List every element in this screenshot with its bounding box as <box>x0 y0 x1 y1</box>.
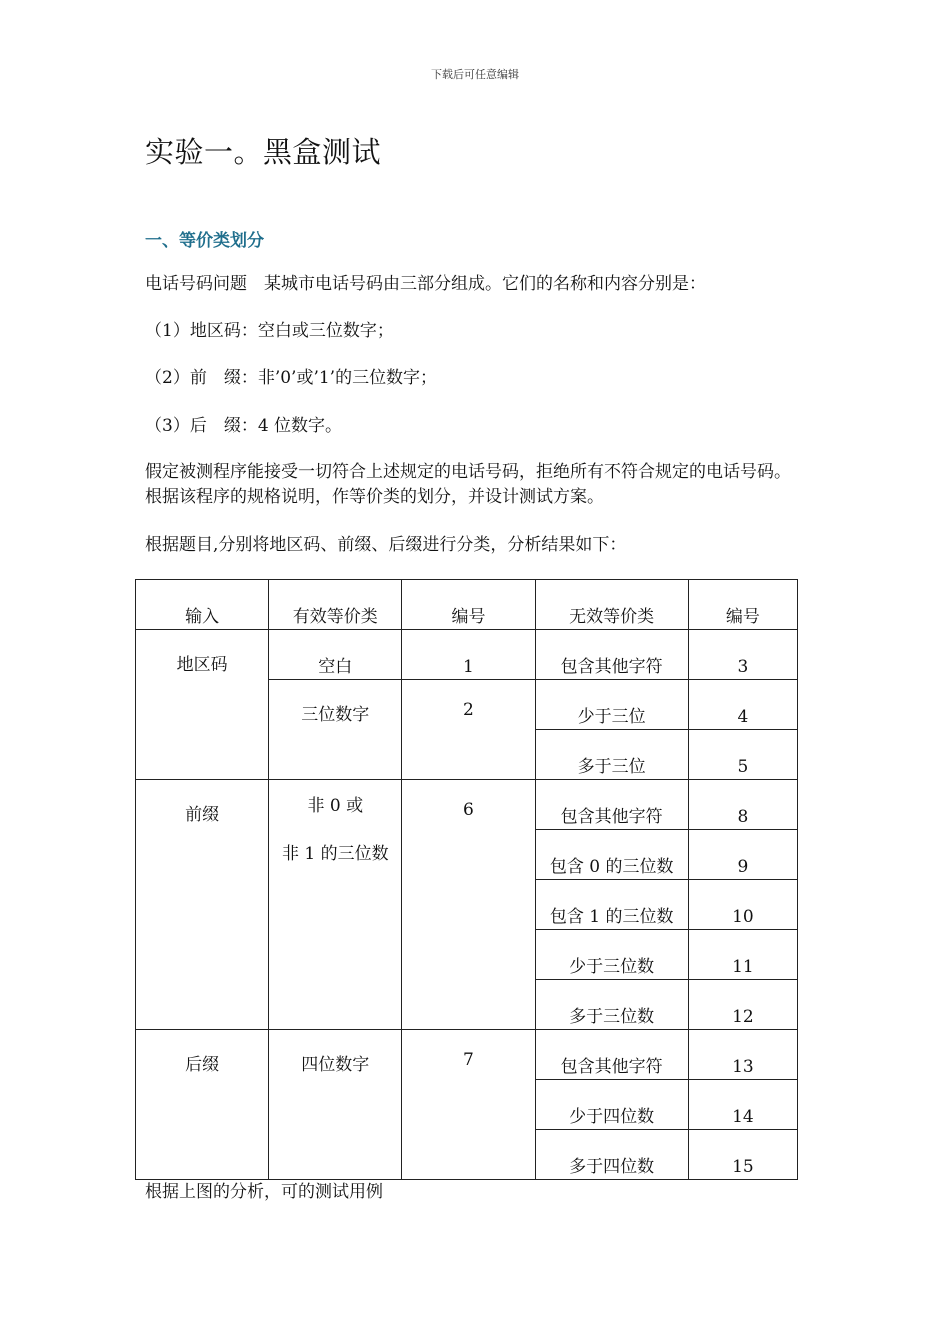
equivalence-class-table <box>135 579 798 1180</box>
section-heading: 一、等价类划分 <box>145 231 264 251</box>
column-header-valid-class: 有效等价类 <box>269 580 402 630</box>
invalid-number-cell: 13 <box>688 1030 797 1080</box>
input-cell-suffix: 后缀 <box>136 1030 269 1180</box>
invalid-number-cell: 12 <box>688 980 797 1030</box>
invalid-number-cell: 8 <box>688 780 797 830</box>
invalid-number-cell: 11 <box>688 930 797 980</box>
list-item-prefix: （2）前 缀：非’0’或’1’的三位数字； <box>145 368 438 388</box>
valid-number-cell: 7 <box>402 1030 535 1180</box>
invalid-class-cell: 少于三位 <box>535 680 688 730</box>
invalid-number-cell: 4 <box>688 680 797 730</box>
valid-class-line: 非 1 的三位数 <box>281 844 389 864</box>
valid-class-cell: 三位数字 <box>269 680 402 780</box>
invalid-class-cell: 包含 0 的三位数 <box>535 830 688 880</box>
page-header-note: 下载后可任意编辑 <box>431 68 519 81</box>
invalid-class-cell: 包含其他字符 <box>535 630 688 680</box>
invalid-class-cell: 多于三位数 <box>535 980 688 1030</box>
column-header-invalid-class: 无效等价类 <box>535 580 688 630</box>
valid-number-cell: 6 <box>402 780 535 1030</box>
table-row <box>136 780 798 830</box>
assumption-paragraph: 假定被测程序能接受一切符合上述规定的电话号码，拒绝所有不符合规定的电话号码。根据该程序的规格说明，作等价类的划分，并设计测试方案。 <box>145 462 791 507</box>
invalid-number-cell: 14 <box>688 1080 797 1130</box>
invalid-number-cell: 9 <box>688 830 797 880</box>
invalid-number-cell: 15 <box>688 1130 797 1180</box>
valid-class-cell: 空白 <box>269 630 402 680</box>
list-item-area-code: （1）地区码：空白或三位数字； <box>145 321 394 341</box>
input-cell-prefix: 前缀 <box>136 780 269 1030</box>
table-header-row <box>136 580 798 630</box>
invalid-number-cell: 3 <box>688 630 797 680</box>
invalid-class-cell: 包含其他字符 <box>535 1030 688 1080</box>
column-header-valid-number: 编号 <box>402 580 535 630</box>
column-header-input: 输入 <box>136 580 269 630</box>
invalid-class-cell: 少于四位数 <box>535 1080 688 1130</box>
valid-number-cell: 2 <box>402 680 535 780</box>
valid-number-cell: 1 <box>402 630 535 680</box>
invalid-class-cell: 包含其他字符 <box>535 780 688 830</box>
table-intro-paragraph: 根据题目,分别将地区码、前缀、后缀进行分类，分析结果如下： <box>145 535 627 555</box>
invalid-number-cell: 5 <box>688 730 797 780</box>
column-header-invalid-number: 编号 <box>688 580 797 630</box>
valid-class-line: 非 0 或 <box>307 796 364 816</box>
valid-class-cell-prefix <box>269 780 402 1030</box>
after-table-paragraph: 根据上图的分析，可的测试用例 <box>145 1182 383 1202</box>
page-title: 实验一。黑盒测试 <box>145 135 382 169</box>
list-item-suffix: （3）后 缀：4 位数字。 <box>145 416 343 436</box>
invalid-class-cell: 多于三位 <box>535 730 688 780</box>
table-row <box>136 630 798 680</box>
table-row <box>136 1030 798 1080</box>
invalid-class-cell: 多于四位数 <box>535 1130 688 1180</box>
intro-paragraph: 电话号码问题 某城市电话号码由三部分组成。它们的名称和内容分别是： <box>145 274 706 294</box>
valid-class-cell: 四位数字 <box>269 1030 402 1180</box>
invalid-number-cell: 10 <box>688 880 797 930</box>
invalid-class-cell: 少于三位数 <box>535 930 688 980</box>
input-cell-area-code: 地区码 <box>136 630 269 780</box>
invalid-class-cell: 包含 1 的三位数 <box>535 880 688 930</box>
